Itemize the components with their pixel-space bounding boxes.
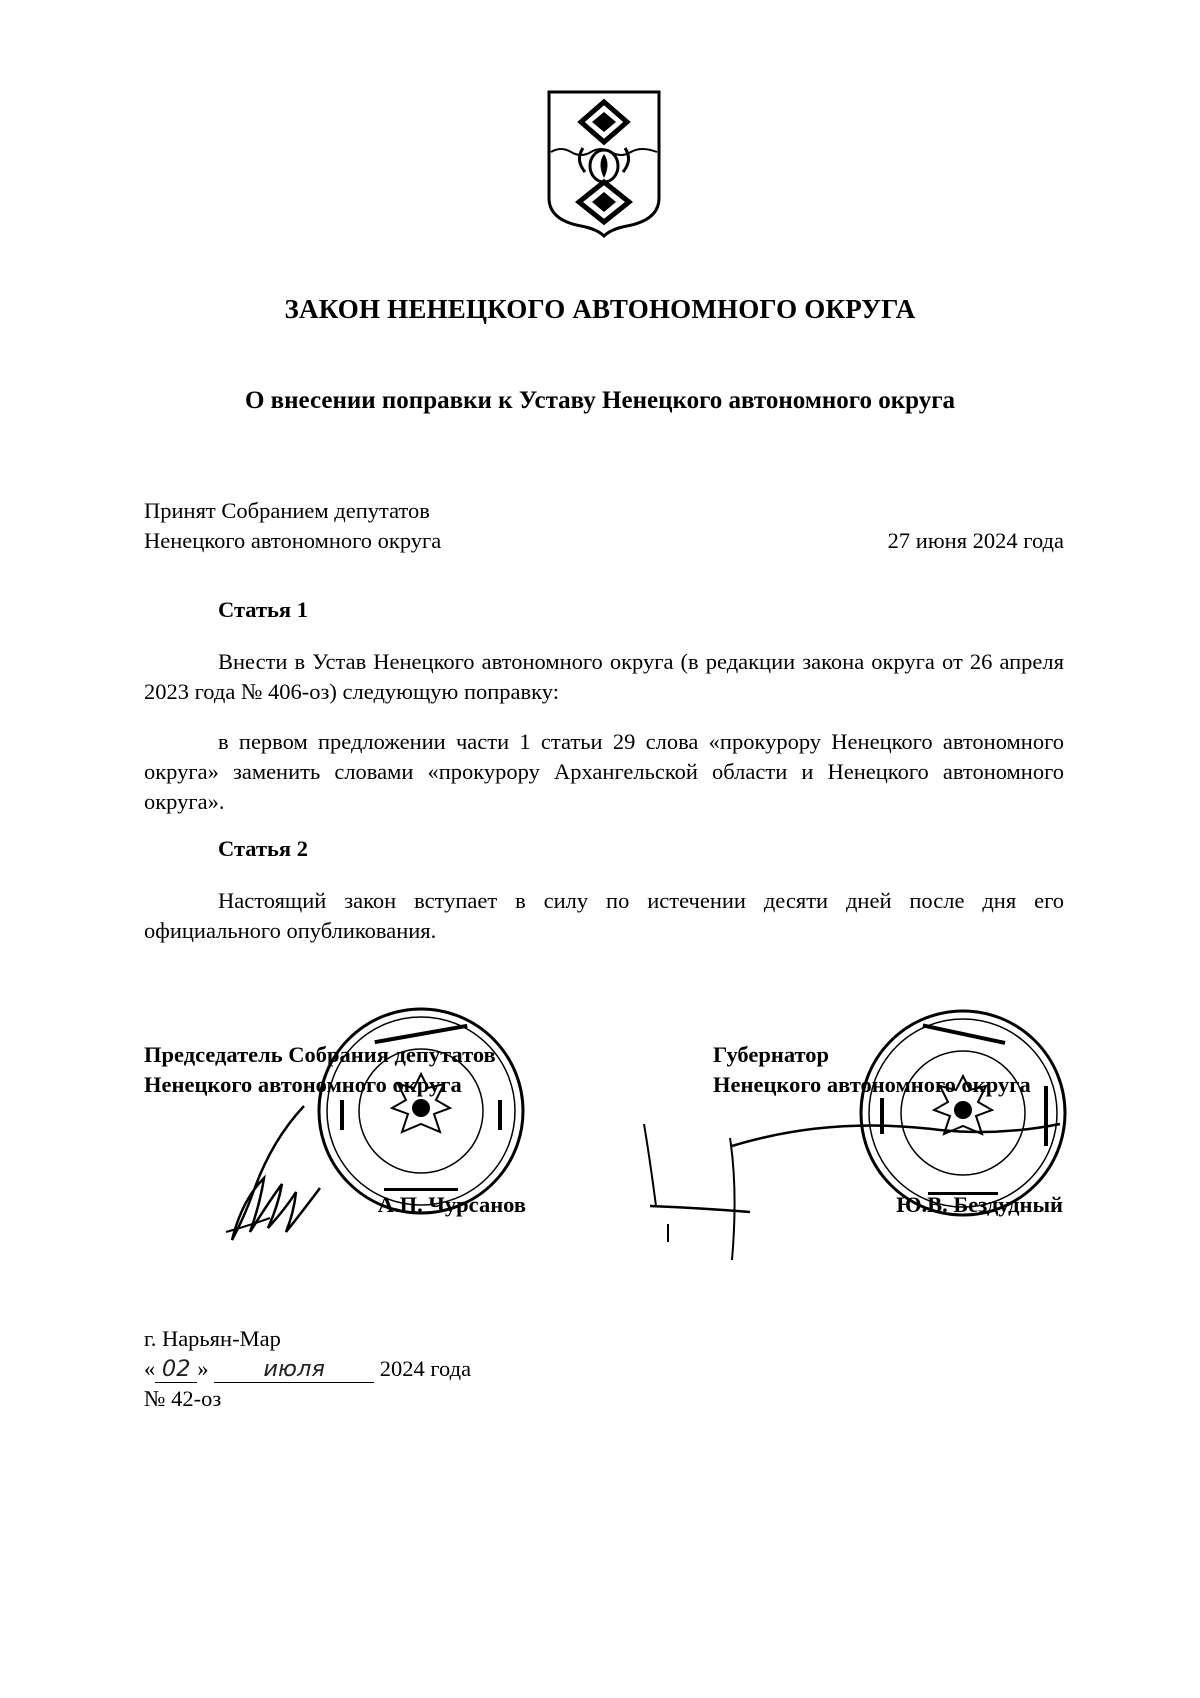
article-1-heading: Статья 1 <box>218 597 308 622</box>
left-handwritten-signature <box>220 1100 330 1245</box>
footer-block <box>144 1324 471 1414</box>
left-signatory-title-2: Ненецкого автономного округа <box>144 1072 462 1097</box>
right-signatory-title-1: Губернатор <box>713 1042 830 1067</box>
adoption-line-1: Принят Собранием депутатов <box>144 498 430 523</box>
adoption-date: 27 июня 2024 года <box>887 528 1064 553</box>
city: г. Нарьян-Мар <box>144 1326 281 1351</box>
document-title: ЗАКОН НЕНЕЦКОГО АВТОНОМНОГО ОКРУГА <box>284 294 916 324</box>
left-signatory-name: А.П. Чурсанов <box>377 1192 526 1217</box>
nenets-coat-of-arms-icon <box>545 88 663 238</box>
assembly-seal <box>314 1004 528 1218</box>
article-1-paragraph-1: Внести в Устав Ненецкого автономного округа (в редакции закона округа от 26 апреля 2023 года № 406-оз) следующую поправку: <box>144 649 1064 704</box>
date-quote-close: » <box>197 1356 209 1381</box>
signing-date <box>144 1354 471 1384</box>
right-signatory-title-2: Ненецкого автономного округа <box>713 1072 1031 1097</box>
right-handwritten-signature <box>640 1120 1080 1270</box>
date-day: 02 <box>155 1356 197 1383</box>
document-subtitle: О внесении поправки к Уставу Ненецкого автономного округа <box>244 387 956 414</box>
date-month: июля <box>214 1356 374 1383</box>
right-signatory-name: Ю.В. Бездудный <box>896 1192 1063 1217</box>
article-2-heading: Статья 2 <box>218 836 308 861</box>
date-quote-open: « <box>144 1356 156 1381</box>
adoption-line-2: Ненецкого автономного округа <box>144 528 442 553</box>
law-number: № 42-оз <box>144 1386 222 1411</box>
article-1-paragraph-2: в первом предложении части 1 статьи 29 слова «прокурору Ненецкого автономного округа» заменить словами «прокурору Архангельской области и Ненецкого автономного округа». <box>144 729 1064 814</box>
left-signature-block <box>144 1040 496 1100</box>
left-signatory-title-1: Председатель Собрания депутатов <box>144 1042 496 1067</box>
article-2-paragraph-1: Настоящий закон вступает в силу по истечении десяти дней после дня его официального опубликования. <box>144 888 1064 943</box>
date-year: 2024 года <box>379 1356 472 1381</box>
right-signature-block <box>713 1040 1031 1100</box>
